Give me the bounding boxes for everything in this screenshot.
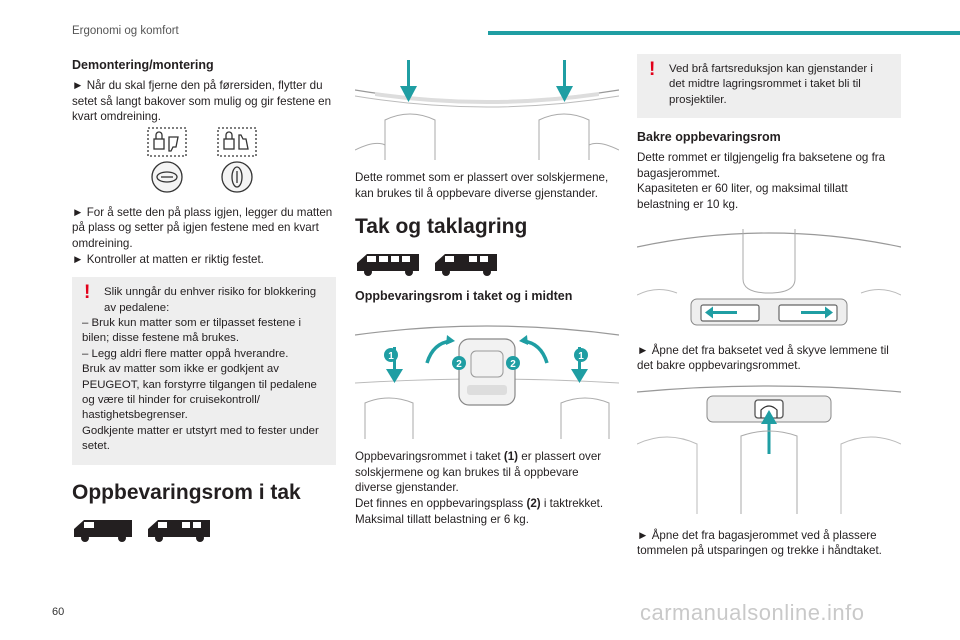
fastener-horizontal <box>152 162 182 192</box>
heading-removal: Demontering/montering <box>72 58 214 72</box>
overhead-storage-text: Dette rommet som er plassert over solskjermene, kan brukes til å oppbevare diverse gjenstander. <box>355 171 609 200</box>
fastener-vertical <box>222 162 252 192</box>
warning-icon: ! <box>84 282 91 304</box>
callout-label: 2 <box>510 359 516 371</box>
warning-line: Bruk av matter som ikke er godkjent av PEUGEOT, kan forstyrre tilgangen til pedalene og være til hinder for cruisekontroll/ hastighetsbegrenser. <box>82 363 317 422</box>
instruction-open-boot: ► Åpne det fra bagasjerommet ved å plassere tommelen på utsparingen og trekke i håndtaket. <box>637 528 882 558</box>
watermark-text: carmanualsonline.info <box>640 600 865 625</box>
callout-label: 2 <box>456 359 462 371</box>
warning-line: – Legg aldri flere matter oppå hverandre. <box>82 347 289 360</box>
vehicle-icons <box>72 515 232 543</box>
callout-label: 1 <box>578 351 584 363</box>
rear-storage-handle-illustration <box>637 384 901 518</box>
subheading-roof-center: Oppbevaringsrom i taket og i midten <box>355 289 573 304</box>
instruction-refit: ► For å sette den på plass igjen, legger du matten på plass og setter på igjen festene med en kvart omdreining. <box>72 205 333 250</box>
column-middle <box>355 60 619 527</box>
vehicle-icons <box>355 249 515 277</box>
warning-text: Ved brå fartsreduksjon kan gjenstander i det midtre lagringsrommet i taket bli til prosjektiler. <box>669 63 873 106</box>
column-right <box>637 54 901 559</box>
callout-label: 1 <box>388 351 394 363</box>
passenger-van-icon <box>435 254 497 276</box>
heading-rear-storage: Bakre oppbevaringsrom <box>637 130 781 145</box>
rear-storage-capacity: Kapasiteten er 60 liter, og maksimal tillatt belastning er 10 kg. <box>637 182 848 211</box>
warning-line: – Bruk kun matter som er tilpasset festene i bilen; disse festene må brukes. <box>82 316 302 345</box>
max-load-text: Maksimal tillatt belastning er 6 kg. <box>355 512 529 526</box>
unlock-icon <box>148 128 186 156</box>
warning-box-projectiles <box>637 54 901 118</box>
warning-line: Godkjente matter er utstyrt med to fester under setet. <box>82 424 319 453</box>
fastener-illustration <box>72 125 336 195</box>
instruction-remove: ► Når du skal fjerne den på førersiden, flytter du setet så langt bakover som mulig og gir festene en kvart omdreining. <box>72 79 332 124</box>
warning-icon: ! <box>649 59 656 80</box>
header-section-title: Ergonomi og komfort <box>72 25 179 37</box>
rear-storage-access: Dette rommet er tilgjengelig fra baksetene og fra bagasjerommet. <box>637 151 886 180</box>
roof-storage-description: Oppbevaringsrommet i taket (1) er plassert over solskjermene og kan brukes til å oppbevare diverse gjenstander. <box>355 450 602 495</box>
section-title-roof: Tak og taklagring <box>355 215 528 239</box>
roof-center-storage-illustration <box>355 311 619 441</box>
instruction-open-rear-seat: ► Åpne det fra baksetet ved å skyve lemmene til det bakre oppbevaringsrommet. <box>637 343 889 373</box>
arrow-down-icon <box>400 60 573 102</box>
rear-storage-flaps-illustration <box>637 225 901 333</box>
warning-intro: Slik unngår du enhver risiko for blokkering av pedalene: <box>104 286 317 314</box>
header-accent-bar <box>488 31 960 35</box>
lock-icon <box>218 128 256 156</box>
instruction-check: ► Kontroller at matten er riktig festet. <box>72 252 264 266</box>
section-title-roof-storage: Oppbevaringsrom i tak <box>72 480 301 504</box>
van-icon <box>74 520 132 542</box>
page-number: 60 <box>52 606 65 618</box>
passenger-van-icon <box>357 254 419 276</box>
warning-box-pedals <box>72 277 336 464</box>
overhead-storage-illustration <box>355 60 619 162</box>
passenger-van-icon <box>148 520 210 542</box>
roof-rack-storage: Det finnes en oppbevaringsplass (2) i taktrekket. <box>355 496 604 510</box>
column-left <box>72 58 336 543</box>
